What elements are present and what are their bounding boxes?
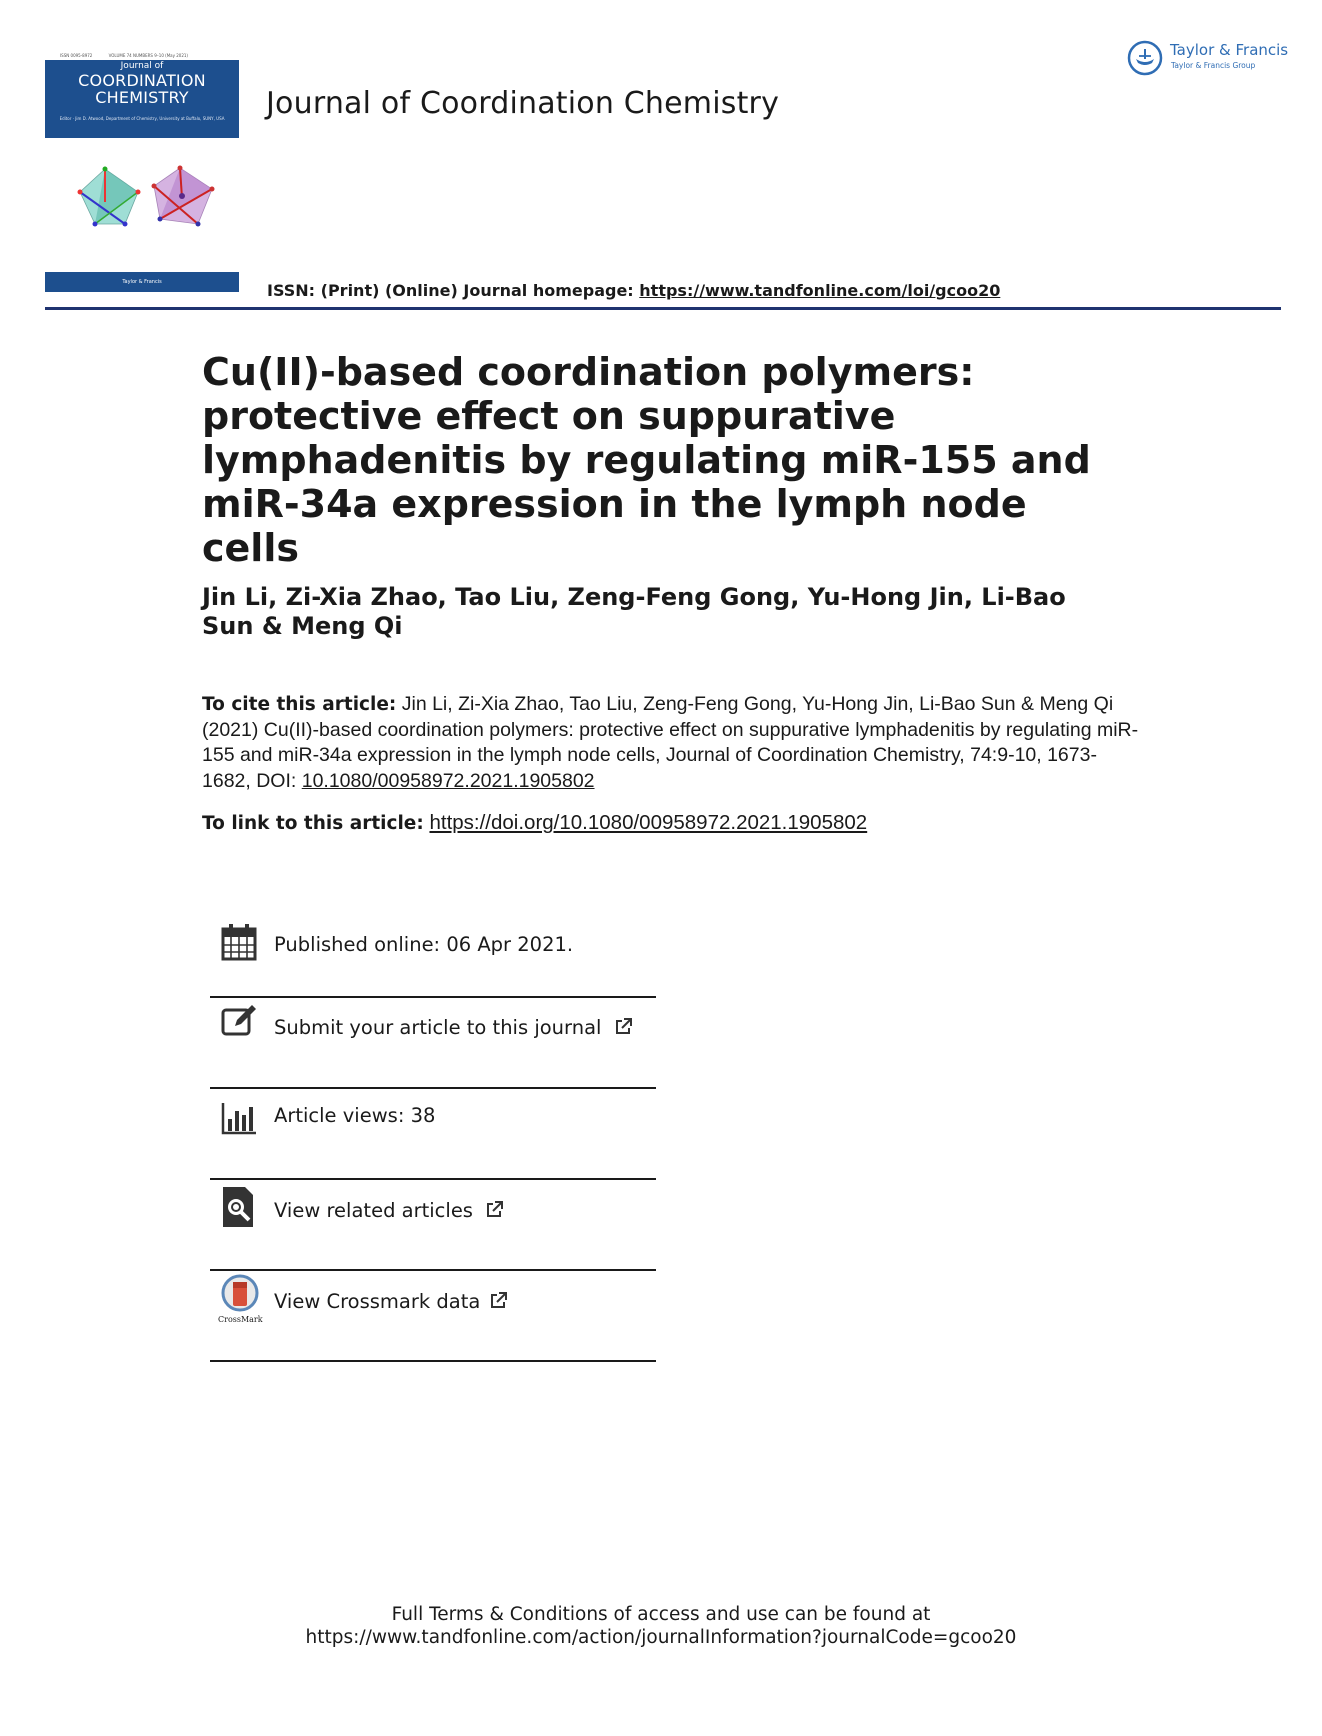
crossmark-badge <box>218 1274 262 1324</box>
article-link-block <box>202 810 1142 836</box>
related-label: View related articles <box>274 1199 473 1222</box>
crossmark-icon <box>218 1274 262 1312</box>
cover-title-line2: CHEMISTRY <box>95 88 189 107</box>
cover-title-line1: COORDINATION <box>78 71 206 90</box>
citation-label: To cite this article: <box>202 694 397 715</box>
related-row[interactable] <box>210 1180 656 1271</box>
cover-issn: ISSN 0095-8972 <box>60 53 93 58</box>
crossmark-badge-label: CrossMark <box>218 1315 263 1324</box>
footer-line1: Full Terms & Conditions of access and use can be found at <box>391 1604 931 1625</box>
published-row <box>210 907 656 998</box>
views-row <box>210 1089 656 1180</box>
cover-volume: VOLUME 74 NUMBERS 9–10 (May 2021) <box>108 53 188 58</box>
article-title: Cu(II)-based coordination polymers: protective effect on suppurative lymphadenitis by regulating miR-155 and miR-34a expression in the lymph node cells <box>202 350 1091 570</box>
external-link-icon <box>485 1200 504 1219</box>
cover-title-band <box>45 60 239 116</box>
issn-line <box>267 281 1000 300</box>
calendar-icon <box>221 921 257 965</box>
journal-homepage-link[interactable]: https://www.tandfonline.com/loi/gcoo20 <box>639 281 1001 300</box>
submit-link[interactable] <box>274 1016 633 1039</box>
publisher-name[interactable]: Taylor & Francis <box>1170 41 1289 59</box>
bar-chart-icon <box>221 1097 257 1141</box>
citation-text: Jin Li, Zi-Xia Zhao, Tao Liu, Zeng-Feng Gong, Yu-Hong Jin, Li-Bao Sun & Meng Qi (2021) Cu(II)-based coordination polymers: protective effect on suppurative lymphadenitis by regulating miR-155 and miR-34a expression in the lymph node cells, Journal of Coordination Chemistry, 74:9-10, 1673-1682, DOI: <box>202 693 1139 792</box>
citation-doi-link[interactable]: 10.1080/00958972.2021.1905802 <box>301 769 595 792</box>
crossmark-row[interactable] <box>210 1271 656 1362</box>
publisher-group: Taylor & Francis Group <box>1171 61 1256 70</box>
header-divider <box>45 307 1281 310</box>
cover-publisher-band <box>45 272 239 292</box>
cover-journal-of: Journal of <box>120 61 164 71</box>
article-doi-url[interactable]: https://doi.org/10.1080/00958972.2021.1905802 <box>429 811 868 834</box>
edit-icon <box>221 1001 257 1045</box>
cover-publisher: Taylor & Francis <box>122 279 162 285</box>
journal-title: Journal of Coordination Chemistry <box>266 86 780 121</box>
submit-row[interactable] <box>210 998 656 1089</box>
article-authors: Jin Li, Zi-Xia Zhao, Tao Liu, Zeng-Feng Gong, Yu-Hong Jin, Li-Bao Sun & Meng Qi <box>202 583 1066 640</box>
citation-block <box>202 692 1142 794</box>
published-date: Published online: 06 Apr 2021. <box>274 933 574 956</box>
issn-label: ISSN: (Print) (Online) Journal homepage: <box>267 281 634 300</box>
link-label: To link to this article: <box>202 813 424 834</box>
terms-footer <box>0 1603 1322 1649</box>
cover-editor-text: Editor · Jim D. Atwood, Department of Chemistry, University at Buffalo, SUNY, USA <box>45 116 239 138</box>
submit-label: Submit your article to this journal <box>274 1016 602 1039</box>
related-articles-link[interactable] <box>274 1199 504 1222</box>
cover-molecule-illustration <box>70 164 220 234</box>
cover-issn-strip <box>45 52 239 60</box>
crossmark-link[interactable] <box>274 1290 508 1313</box>
external-link-icon <box>614 1017 633 1036</box>
external-link-icon <box>489 1291 508 1310</box>
article-views: Article views: 38 <box>274 1104 436 1127</box>
crossmark-label: View Crossmark data <box>274 1290 481 1313</box>
footer-terms-url[interactable]: https://www.tandfonline.com/action/journalInformation?journalCode=gcoo20 <box>305 1627 1017 1648</box>
journal-cover <box>45 52 239 294</box>
search-document-icon <box>221 1185 257 1229</box>
